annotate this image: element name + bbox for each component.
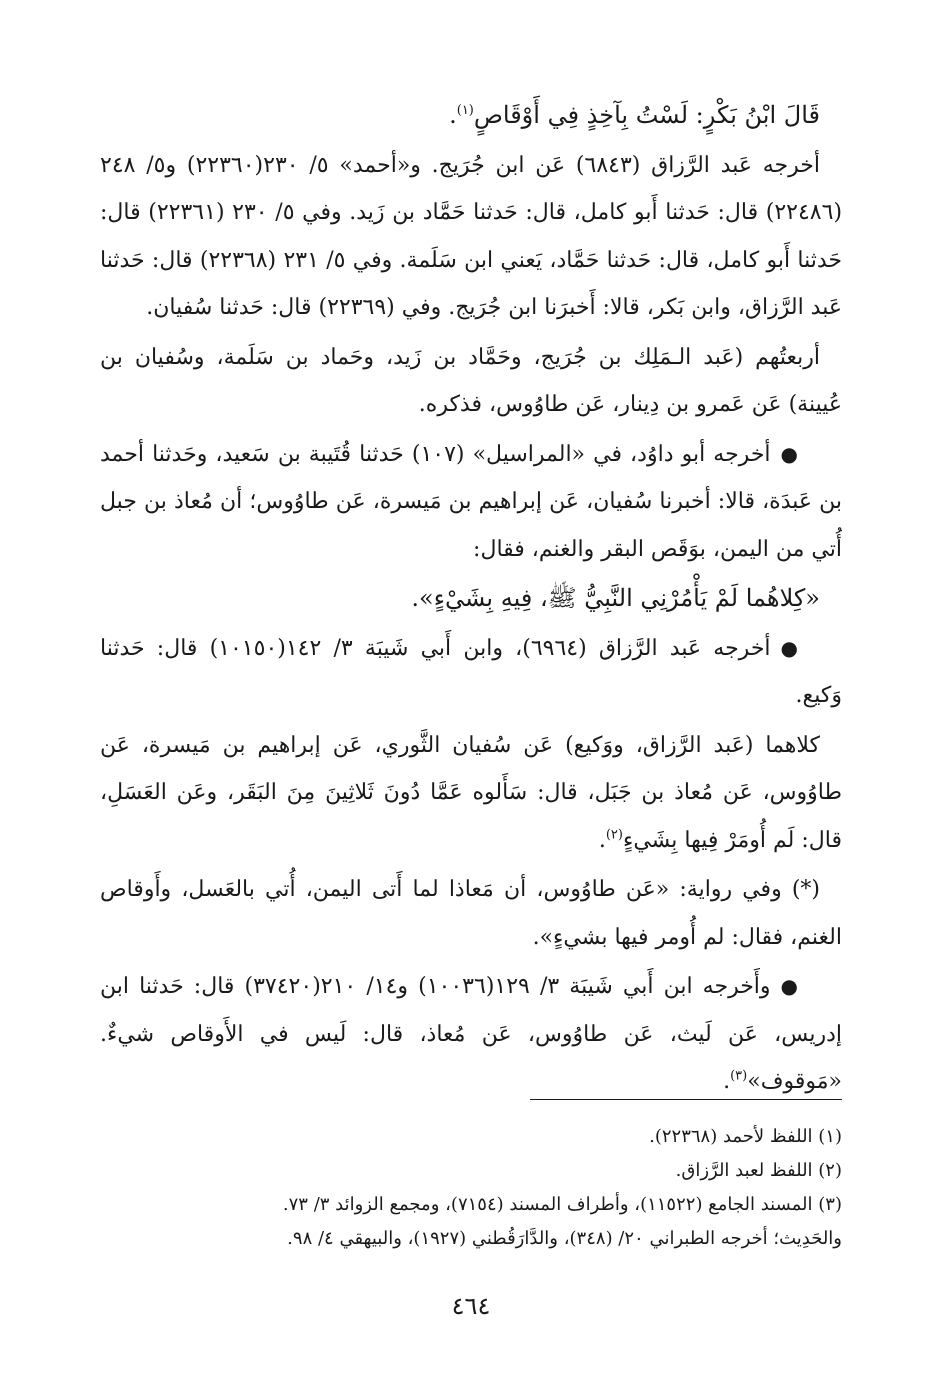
footnote-ref: (١) (456, 103, 474, 118)
paragraph-text: أخرجه عَبد الرَّزاق (٦٨٤٣) عَن ابن جُرَيج. و«أحمد» ٥/ ٢٣٠(٢٢٣٦٠) و٥/ ٢٤٨ (٢٢٤٨٦) قال: حَدثنا أَبو كامل، قال: حَدثنا حَمَّاد بن زَيد. وفي ٥/ ٢٣٠ (٢٢٣٦١) قال: حَدثنا أَبو كامل، قال: حَدثنا حَمَّاد، يَعني ابن سَلَمة. وفي ٥/ ٢٣١ (٢٢٣٦٨) قال: حَدثنا عَبد الرَّزاق، وابن بَكر، قالا: أَخبرَنا ابن جُرَيج. وفي (٢٢٣٦٩) قال: حَدثنا سُفيان. (100, 152, 843, 320)
paragraph-text: وأَخرجه ابن أَبي شَيبَة ٣/ ١٢٩(١٠٠٣٦) و١٤/ ٢١٠(٣٧٤٢٠) قال: حَدثنا ابن إدريس، عَن لَيث، عَن طاوُوس، عَن مُعاذ، قال: لَيس في الأَوقاص شيءٌ. «مَوقوف» (100, 974, 842, 1094)
paragraph-takhrij-1 (100, 142, 842, 332)
paragraph-riwaya (100, 866, 842, 961)
paragraph-text: أخرجه أبو داوُد، في «المراسيل» (١٠٧) حَدثنا قُتَيبة بن سَعيد، وحَدثنا أحمد بن عَبدَة، قالا: أخبرنا سُفيان، عَن إبراهيم بن مَيسرة، عَن طاوُوس؛ أن مُعاذ بن جبل أُتي من اليمن، بوَقَص البقر والغنم، فقال: (100, 441, 842, 562)
footnote-ref: (٣) (730, 1068, 748, 1084)
paragraph-takhrij-abu-dawud (100, 431, 842, 574)
paragraph-text: أخرجه عَبد الرَّزاق (٦٩٦٤)، وابن أَبي شَيبَة ٣/ ١٤٢(١٠١٥٠) قال: حَدثنا وَكيع. (100, 635, 842, 708)
footnote-3: (٣) المسند الجامع (١١٥٢٢)، وأطراف المسند (٧١٥٤)، ومجمع الزوائد ٣/ ٧٣. (282, 1194, 842, 1215)
footnote-separator (530, 1099, 842, 1100)
paragraph-text: (*) وفي رواية: «عَن طاوُوس، أن مَعاذا لما أَتى اليمن، أُتي بالعَسل، وأَوقاص الغنم، فقال: لم أُومر فيها بشيءٍ». (100, 877, 842, 950)
footnote-2: (٢) اللفظ لعبد الرَّزاق. (675, 1160, 842, 1181)
paragraph-takhrij-abd-razzaq (100, 625, 842, 720)
paragraph-tail: . (598, 827, 606, 853)
paragraph-quote-ibn-bakr (100, 92, 842, 140)
footnote-1: (١) اللفظ لأحمد (٢٢٣٦٨). (649, 1126, 842, 1147)
page-number: ٤٦٤ (451, 1292, 491, 1320)
paragraph-text: قَالَ ابْنُ بَكْرٍ: لَسْتُ بِآخِذٍ فِي أَوْقَاصٍ (473, 101, 820, 129)
bullet-icon: ● (780, 441, 798, 466)
page-body (100, 92, 842, 1106)
footnotes (100, 1120, 842, 1256)
paragraph-kilahuma (100, 722, 842, 865)
paragraph-text: «كِلاهُما لَمْ يَأْمُرْنِي النَّبِيُّ ﷺ، فِيهِ بِشَيْءٍ». (411, 584, 820, 612)
paragraph-text: أربعتُهم (عَبد الـمَلِك بن جُرَيج، وحَمَّاد بن زَيد، وحَماد بن سَلَمة، وسُفيان بن عُيينة) عَن عَمرو بن دِينار، عَن طاوُوس، فذكره. (100, 344, 842, 417)
paragraph-tail: . (723, 1069, 731, 1094)
paragraph-text: كلاهما (عَبد الرَّزاق، ووَكيع) عَن سُفيان الثَّوري، عَن إبراهيم بن مَيسرة، عَن طاوُوس، عَن مُعاذ بن جَبَل، قال: سَأَلوه عَمَّا دُونَ ثَلاثِينَ مِنَ البَقَر، وعَن العَسَلِ، قال: لَم أُومَرْ فِيها بِشَيءٍ (100, 732, 842, 853)
paragraph-tail: . (449, 101, 457, 129)
paragraph-hadith-quote (100, 575, 842, 623)
paragraph-arbaatuhum (100, 334, 842, 429)
paragraph-takhrij-ibn-abi-shayba (100, 963, 842, 1106)
footnote-ref: (٢) (605, 827, 623, 843)
bullet-icon: ● (780, 974, 798, 998)
bullet-icon: ● (780, 635, 798, 660)
footnote-3-continued: والحَدِيث؛ أخرجه الطبراني ٢٠/ (٣٤٨)، والدَّارَقُطني (١٩٢٧)، والبيهقي ٤/ ٩٨. (287, 1228, 842, 1249)
